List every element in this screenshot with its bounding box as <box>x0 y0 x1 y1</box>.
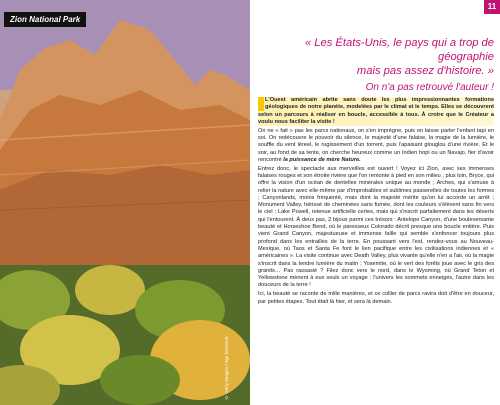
quote-line-1: « Les États-Unis, le pays qui a trop de géographie <box>304 37 494 63</box>
photo-caption-tag: Zion National Park <box>4 12 86 27</box>
article-body <box>258 97 494 307</box>
paragraph-2-highlight: la puissance de mère Nature. <box>283 156 361 163</box>
photo-credit: © Getty Images / Age fotostock <box>224 336 229 400</box>
page-number: 11 <box>484 0 500 14</box>
quote-attribution: On n'a pas retrouvé l'auteur ! <box>365 82 494 93</box>
drop-initial-mark <box>258 97 264 111</box>
quote-line-2: mais pas assez d'histoire. » <box>356 65 494 77</box>
paragraph-4: Ici, la beauté se raconte de mille manières, et ce collier de parcs ravira doit d'être en douceur, par petites étapes. Tout était là hier, et sera là demain. <box>258 291 494 305</box>
paragraph-2-text: On ne « fait » pas les parcs nationaux, on s'en imprègne, puis on laisse parler l'enfant tapi en soi. On redécouvre le pouvoir du silence, le majesté d'une falaise, la magie de la lumière, le souffle du vent léreel, le rugissement d'un torrent, puis l'apaisant glouglou d'une rivière. Et le soir, au fond de sa tente, on cherche heureux comme un Indien hopi ou un Navajo, fier d'avoir rencontré <box>258 127 494 163</box>
intro-text: L'Ouest américain abrite sans doute les plus impressionnantes formations géologiques de notre planète, modelées par le climat et le temps. Elles se découvrent selon un parcours à réaliser en boucle, accessible à tous. À croire que le Créateur a voulu nous faciliter la visite ! <box>258 97 494 125</box>
epigraph-quote <box>258 36 494 95</box>
paragraph-3: Entrez donc, le spectacle aux merveilles est ouvert ! Voyez ici Zion, avec ses immenses falaises rouges et son étroite rivière que l'on remonte à pied en son milieu ; plus loin, Bryce, qui offre la vision d'un océan de dentelles minérales unique au monde ; Arches, qui s'amuse à relier la nature avec elle-même par d'improbables et sublimes passerelles de toutes les formes ; Canyonlands, moins fréquenté, mais dont la majesté mérite qu'on lui accorde un arrêt ; Monument Valley, hérissé de cheminées sans fumée, dont les couleurs s'élèvent sans fin vers le ciel ; Lake Powell, retenue artificielle certes, mais qui s'inscrit parfaitement dans les déserts qui l'entourent. À deux pas, 2 bijoux parmi ces trésors : Antelope Canyon, d'une bouleversante beauté et Horseshoe Bend, où le paresseux Colorado décrit presque une boucle entière. Puis vient Grand Canyon, majestueuse et immense faille qui semble s'enfoncer toujours plus profond dans les entrailles de la terre. En poussant vers l'est, rendez-vous au Nouveau-Mexique, où Taos et Santa Fe font le lien pacifique entre les civilisations indiennes et « américaines ». La visite continue avec Death Valley, plus vivante qu'elle n'en a l'air, où la magie s'inscrit dans la tendre lumière du matin ; Yosemite, où le vert des forêts joue avec le gris des granits… Pas rassasié ? Filez donc vers le nord, dans le Wyoming, où Grand Teton et Yellowstone mènent à eux seuls un voyage : l'univers les sommets enneigés, l'autre dans les douceurs de la terre ! <box>258 165 494 289</box>
paragraph-2 <box>258 128 494 164</box>
text-page <box>250 0 500 405</box>
intro-paragraph <box>258 97 494 126</box>
